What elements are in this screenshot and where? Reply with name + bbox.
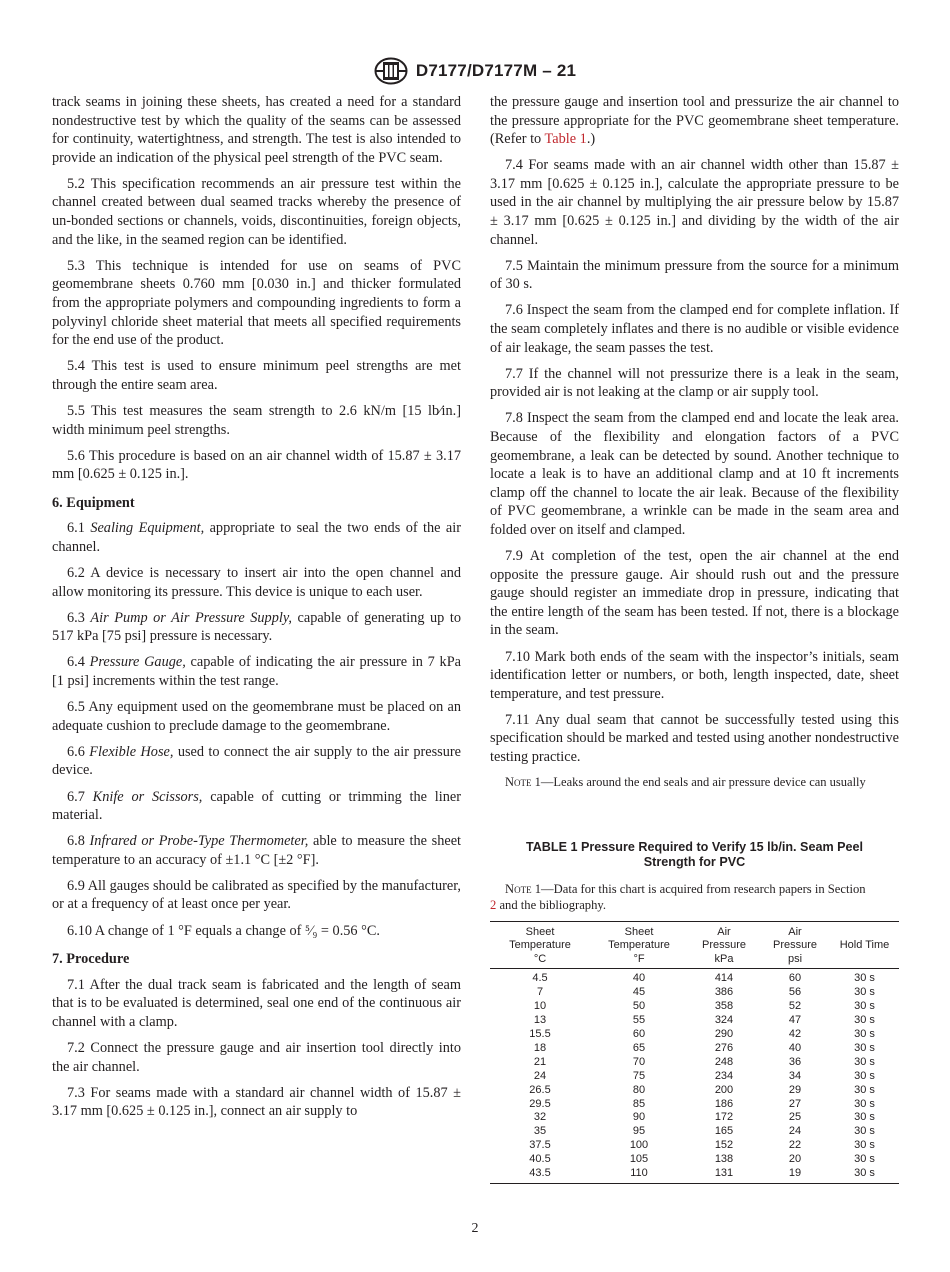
table-cell: 75 <box>632 1069 646 1082</box>
table-cell: 90 <box>632 1111 646 1124</box>
table-cell: 29.5 <box>529 1097 551 1110</box>
table-row <box>490 1084 899 1098</box>
paragraph-7-10: 7.10 Mark both ends of the seam with the inspector’s initials, seam identification letter or numbers, or both, length inspected, date, sheet temperature, and test pressure. <box>490 648 899 702</box>
table-cell: 186 <box>714 1097 734 1110</box>
table-row <box>490 1125 899 1139</box>
table-cell: 110 <box>630 1167 648 1180</box>
clause-text: used to connect the air supply to the air pressure device. <box>52 743 461 779</box>
clause-number: 6.6 <box>67 743 85 760</box>
header-sheet-temp-f: Sheet Temperature °F <box>608 925 670 965</box>
table-row <box>490 1167 899 1183</box>
table-cell: 30 s <box>854 1069 875 1082</box>
paragraph-6-8 <box>52 832 461 869</box>
paragraph-6-2: 6.2 A device is necessary to insert air into the open channel and allow monitoring its pressure. This device is unique to each user. <box>52 565 461 600</box>
table-cell: 30 s <box>854 986 875 999</box>
table-cell: 37.5 <box>529 1139 551 1152</box>
table-cell: 165 <box>714 1125 734 1138</box>
paragraph-6-10: 6.10 A change of 1 °F equals a change of ⁵⁄₉ = 0.56 °C. <box>67 922 380 939</box>
table-cell: 4.5 <box>532 972 548 985</box>
term: Pressure Gauge, <box>89 654 186 671</box>
table-cell: 85 <box>632 1097 646 1110</box>
paragraph-7-5: 7.5 Maintain the minimum pressure from the source for a minimum of 30 s. <box>490 257 899 293</box>
table-cell: 30 s <box>854 1167 875 1180</box>
note-text: 1—Data for this chart is acquired from research papers in Section <box>534 882 866 897</box>
table-row <box>490 1139 899 1153</box>
table-cell: 172 <box>714 1111 734 1124</box>
table-cell: 30 s <box>854 1014 875 1027</box>
paragraph-7-11: 7.11 Any dual seam that cannot be successfully tested using this specification should be marked and tested using another nondestructive testing practice. <box>490 711 899 765</box>
table-cell: 95 <box>632 1125 646 1138</box>
table-cell: 20 <box>788 1153 802 1166</box>
table-cell: 80 <box>632 1083 646 1096</box>
paragraph-7-4: 7.4 For seams made with an air channel width other than 15.87 ± 3.17 mm [0.625 ± 0.125 in.], calculate the appropriate pressure to be used in the air channel by multiplying the air pressure below by 15.87 ± 3.17 mm [0.625 ± 0.125 in.] and dividing by the width of the air channel. <box>490 157 899 248</box>
table-cell: 22 <box>788 1139 802 1152</box>
table-cell: 40.5 <box>529 1153 551 1166</box>
astm-logo-icon <box>374 57 408 85</box>
table-row <box>490 1098 899 1112</box>
page-number: 2 <box>471 1221 479 1236</box>
table-cell: 24 <box>533 1069 547 1082</box>
table-cell: 200 <box>714 1083 734 1096</box>
table-cell: 15.5 <box>529 1028 551 1041</box>
clause-text: capable of cutting or trimming the liner material. <box>52 788 461 824</box>
section-heading-procedure: 7. Procedure <box>52 951 130 968</box>
table-cell: 25 <box>788 1111 802 1124</box>
clause-text: capable of indicating the air pressure in 7 kPa [1 psi] increments within the test range. <box>52 654 461 690</box>
table-cell: 234 <box>714 1069 734 1082</box>
term: Air Pump or Air Pressure Supply, <box>90 609 292 626</box>
paragraph-7-7: 7.7 If the channel will not pressurize there is a leak in the seam, provided air is not leaking at the clamp or air supply tool. <box>490 365 899 401</box>
right-column <box>490 93 899 1184</box>
table-cell: 40 <box>788 1041 802 1054</box>
header-sheet-temp-c: Sheet Temperature °C <box>509 925 571 965</box>
section-2-link[interactable]: 2 <box>490 898 497 913</box>
page-header <box>0 57 950 85</box>
left-column <box>52 93 461 1128</box>
paragraph-6-4 <box>52 653 461 690</box>
table-cell: 50 <box>632 1000 646 1013</box>
table-cell: 21 <box>533 1055 547 1068</box>
table-cell: 105 <box>629 1153 649 1166</box>
table-cell: 24 <box>788 1125 802 1138</box>
header-air-pressure-psi: Air Pressure psi <box>772 925 818 965</box>
table-row <box>490 1042 899 1056</box>
paragraph-5-2: 5.2 This specification recommends an air pressure test within the channel created between dual seamed tracks whereby the presence of un-bonded sections or channels, voids, discontinuities, foreign objects, and the like, in the seamed region can be identified. <box>52 175 461 248</box>
paragraph-6-7 <box>52 788 461 825</box>
table-cell: 30 s <box>854 1028 875 1041</box>
table-1-link[interactable]: Table 1 <box>544 131 587 148</box>
term: Knife or Scissors, <box>92 788 203 805</box>
table-cell: 30 s <box>854 1000 875 1013</box>
term: Infrared or Probe-Type Thermometer, <box>89 833 309 850</box>
paragraph-5-6: 5.6 This procedure is based on an air channel width of 15.87 ± 3.17 mm [0.625 ± 0.125 in.]. <box>52 447 461 483</box>
header-hold-time: Hold Time <box>839 939 890 952</box>
table-title-line: Strength for PVC <box>643 855 746 869</box>
table-cell: 290 <box>714 1028 734 1041</box>
paragraph-7-3-continued <box>490 93 899 149</box>
table-row <box>490 986 899 1000</box>
table-row <box>490 1070 899 1084</box>
paragraph-5-3: 5.3 This technique is intended for use on seams of PVC geomembrane sheets 0.760 mm [0.030 in.] and thicker formulated from the appropriate polymers and compounding ingredients to form a polyvinyl chloride sheet material that meets all specified requirements for the end use of the product. <box>52 257 461 349</box>
clause-text: the pressure gauge and insertion tool and pressurize the air channel to the pressure appropriate for the PVC geomembrane sheet temperature. (Refer to <box>490 94 899 148</box>
table-cell: 30 s <box>854 1083 875 1096</box>
paragraph-6-5: 6.5 Any equipment used on the geomembrane must be placed on an adequate cushion to preclude damage to the geomembrane. <box>52 699 461 734</box>
clause-text-end: .) <box>586 131 596 148</box>
paragraph-6-1 <box>52 519 461 556</box>
table-cell: 45 <box>632 986 646 999</box>
table-cell: 30 s <box>854 1111 875 1124</box>
table-cell: 60 <box>788 972 802 985</box>
paragraph-7-6: 7.6 Inspect the seam from the clamped end for complete inflation. If the seam completely inflates and there is no audible or visible evidence of air leakage, the seam passes the test. <box>490 302 899 356</box>
term: Sealing Equipment, <box>90 520 205 537</box>
table-row <box>490 1153 899 1167</box>
table-cell: 138 <box>714 1153 734 1166</box>
table-cell: 65 <box>632 1041 646 1054</box>
table-cell: 324 <box>714 1014 734 1027</box>
clause-number: 6.7 <box>67 788 85 805</box>
table-cell: 35 <box>533 1125 547 1138</box>
document-designation: D7177/D7177M – 21 <box>415 61 577 80</box>
paragraph-7-1: 7.1 After the dual track seam is fabricated and the length of seam that is to be evaluated is determined, seal one end of the continuous air channel with a clamp. <box>52 976 461 1030</box>
paragraph-5-5: 5.5 This test measures the seam strength to 2.6 kN/m [15 lb⁄in.] width minimum peel strengths. <box>52 402 461 438</box>
clause-text: capable of generating up to 517 kPa [75 psi] pressure is necessary. <box>52 609 461 645</box>
table-cell: 18 <box>533 1041 547 1054</box>
table-cell: 56 <box>788 986 802 999</box>
table-title-line: TABLE 1 Pressure Required to Verify 15 lb/in. Seam Peel <box>525 839 864 854</box>
table-cell: 30 s <box>854 1055 875 1068</box>
table-cell: 414 <box>714 972 734 985</box>
table-cell: 131 <box>714 1167 734 1180</box>
table-cell: 30 s <box>854 1097 875 1110</box>
table-cell: 27 <box>788 1097 802 1110</box>
table-cell: 47 <box>788 1014 802 1027</box>
table-cell: 276 <box>714 1041 734 1054</box>
table-cell: 55 <box>632 1014 646 1027</box>
table-cell: 13 <box>533 1014 547 1027</box>
table-1-title <box>490 840 899 871</box>
note-label: Note <box>505 882 532 897</box>
table-cell: 70 <box>632 1055 646 1068</box>
note-1 <box>490 774 899 790</box>
table-note <box>490 881 899 913</box>
section-heading-equipment: 6. Equipment <box>52 494 135 511</box>
table-cell: 30 s <box>854 1139 875 1152</box>
note-text: and the bibliography. <box>499 898 607 913</box>
table-row <box>490 1000 899 1014</box>
table-cell: 19 <box>788 1167 802 1180</box>
table-row <box>490 1111 899 1125</box>
note-text: 1—Leaks around the end seals and air pressure device can usually <box>534 775 866 790</box>
paragraph-7-3: 7.3 For seams made with a standard air channel width of 15.87 ± 3.17 mm [0.625 ± 0.125 in.], connect an air supply to <box>52 1084 461 1120</box>
table-cell: 152 <box>714 1139 734 1152</box>
table-cell: 32 <box>533 1111 547 1124</box>
paragraph-5-1-continued: track seams in joining these sheets, has created a need for a standard nondestructive test by which the quality of the seams can be assessed for continuity, watertightness, and strength. The test is also intended to provide an indication of the physical peel strength of the PVC seam. <box>52 94 461 166</box>
clause-number: 6.3 <box>67 609 85 626</box>
table-cell: 7 <box>536 986 544 999</box>
table-cell: 60 <box>632 1028 646 1041</box>
clause-text: appropriate to seal the two ends of the air channel. <box>52 520 461 555</box>
table-cell: 10 <box>533 1000 547 1013</box>
paragraph-7-9: 7.9 At completion of the test, open the air channel at the end opposite the pressure gauge. Air should rush out and the pressure gauge should register an immediate drop in pressure, indicating that the entire length of the seam has been tested. If not, there is a blockage in the seam. <box>490 548 899 639</box>
table-row <box>490 1056 899 1070</box>
table-cell: 30 s <box>854 972 875 985</box>
table-cell: 29 <box>788 1083 802 1096</box>
table-cell: 30 s <box>854 1125 875 1138</box>
note-label: Note <box>505 775 532 790</box>
table-cell: 30 s <box>854 1153 875 1166</box>
table-cell: 26.5 <box>529 1083 551 1096</box>
clause-text: able to measure the sheet temperature to an accuracy of ±1.1 °C [±2 °F]. <box>52 833 462 868</box>
clause-number: 6.8 <box>67 833 85 850</box>
pressure-table <box>490 921 899 1184</box>
paragraph-5-4: 5.4 This test is used to ensure minimum peel strengths are met through the entire seam area. <box>52 358 461 393</box>
table-cell: 40 <box>632 972 646 985</box>
table-cell: 43.5 <box>529 1167 551 1180</box>
table-cell: 386 <box>714 986 734 999</box>
table-row <box>490 969 899 986</box>
paragraph-7-2: 7.2 Connect the pressure gauge and air insertion tool directly into the air channel. <box>52 1040 461 1075</box>
table-cell: 36 <box>788 1055 802 1068</box>
paragraph-7-8: 7.8 Inspect the seam from the clamped end and locate the leak area. Because of the flexibility and elongation factors of a PVC geomembrane, a leak can be detected by sound. Another technique to locate a leak is to have an additional clamp and at 10 ft increments clamp off the channel to locate the air leak. Because of the flexibility of PVC geomembrane, a wrinkle can be made in the seam area and folded over on itself and clamped. <box>490 410 899 538</box>
paragraph-6-9: 6.9 All gauges should be calibrated as specified by the manufacturer, or at a frequency of at least once per year. <box>52 877 461 913</box>
table-cell: 100 <box>629 1139 649 1152</box>
paragraph-6-6 <box>52 743 461 780</box>
table-cell: 34 <box>788 1069 802 1082</box>
table-cell: 52 <box>788 1000 802 1013</box>
paragraph-6-3 <box>52 609 461 646</box>
table-row <box>490 1014 899 1028</box>
table-header-row <box>490 921 899 969</box>
table-cell: 358 <box>714 1000 734 1013</box>
header-air-pressure-kpa: Air Pressure kPa <box>701 925 747 965</box>
table-row <box>490 1028 899 1042</box>
table-cell: 30 s <box>854 1041 875 1054</box>
clause-number: 6.1 <box>67 520 85 537</box>
clause-number: 6.4 <box>67 654 85 671</box>
table-cell: 42 <box>788 1028 802 1041</box>
table-cell: 248 <box>714 1055 734 1068</box>
term: Flexible Hose, <box>89 743 174 760</box>
